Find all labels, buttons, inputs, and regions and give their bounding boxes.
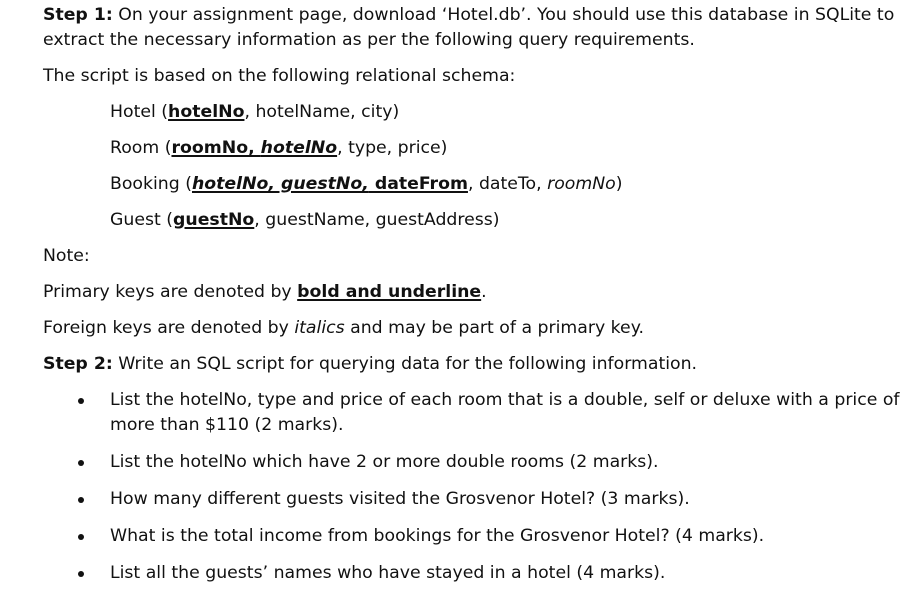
primary-key: guestNo [173,210,255,230]
step2-label: Step 2: [43,354,113,374]
attributes: , dateTo, [467,174,548,194]
primary-key: dateFrom [368,174,468,194]
primary-key: hotelNo [168,102,245,122]
primary-key: roomNo, [171,138,261,158]
foreign-key-note [43,316,903,341]
schema-room [110,136,903,161]
assignment-document [43,3,903,598]
task-text: How many different guests visited the Grosvenor Hotel? (3 marks). [110,489,690,509]
primary-foreign-key: hotelNo [260,138,338,158]
note-text: Primary keys are denoted by [43,282,298,302]
bullet-icon [78,398,84,404]
attributes: , hotelName, city) [244,102,400,122]
note-label: Note: [43,246,90,266]
italics-sample: italics [294,318,345,338]
list-item [43,561,903,586]
step2-text: Write an SQL script for querying data for the following information. [112,354,698,374]
paren-open: ( [159,138,172,158]
step2-paragraph [43,352,903,377]
list-item [43,524,903,549]
relational-schema [110,100,903,233]
attributes: , guestName, guestAddress) [254,210,500,230]
bullet-icon [78,571,84,577]
relation-name: Hotel [110,102,156,122]
bold-underline-sample: bold and underline [297,282,482,302]
task-text: List the hotelNo which have 2 or more double rooms (2 marks). [110,452,659,472]
schema-intro: The script is based on the following relational schema: [43,66,516,86]
task-text: What is the total income from bookings for the Grosvenor Hotel? (4 marks). [110,526,765,546]
schema-guest [110,208,903,233]
primary-key-note [43,280,903,305]
paren-open: ( [155,102,169,122]
note-text: and may be part of a primary key. [344,318,644,338]
relation-name: Room [110,138,160,158]
foreign-key: roomNo [547,174,616,194]
schema-hotel [110,100,903,125]
bullet-icon [78,460,84,466]
step1-label: Step 1: [43,5,113,25]
step1-paragraph [43,3,903,53]
bullet-icon [78,497,84,503]
task-list [43,388,903,586]
relation-name: Guest [110,210,161,230]
bullet-icon [78,534,84,540]
task-text: List all the guests’ names who have stayed in a hotel (4 marks). [110,563,666,583]
step1-text: On your assignment page, download ‘Hotel.db’. You should use this database in SQLite to extract the necessary information as per the following query requirements. [43,5,895,50]
attributes: , type, price) [337,138,448,158]
list-item [43,450,903,475]
schema-booking [110,172,903,197]
task-text: List the hotelNo, type and price of each room that is a double, self or deluxe with a price of more than $110 (2 marks). [110,390,900,435]
list-item [43,388,903,438]
primary-foreign-key: hotelNo, guestNo, [191,174,369,194]
note-text: . [481,282,487,302]
paren-close: ) [615,174,623,194]
note-text: Foreign keys are denoted by [43,318,295,338]
paren-open: ( [179,174,192,194]
relation-name: Booking [110,174,180,194]
list-item [43,487,903,512]
paren-open: ( [160,210,174,230]
